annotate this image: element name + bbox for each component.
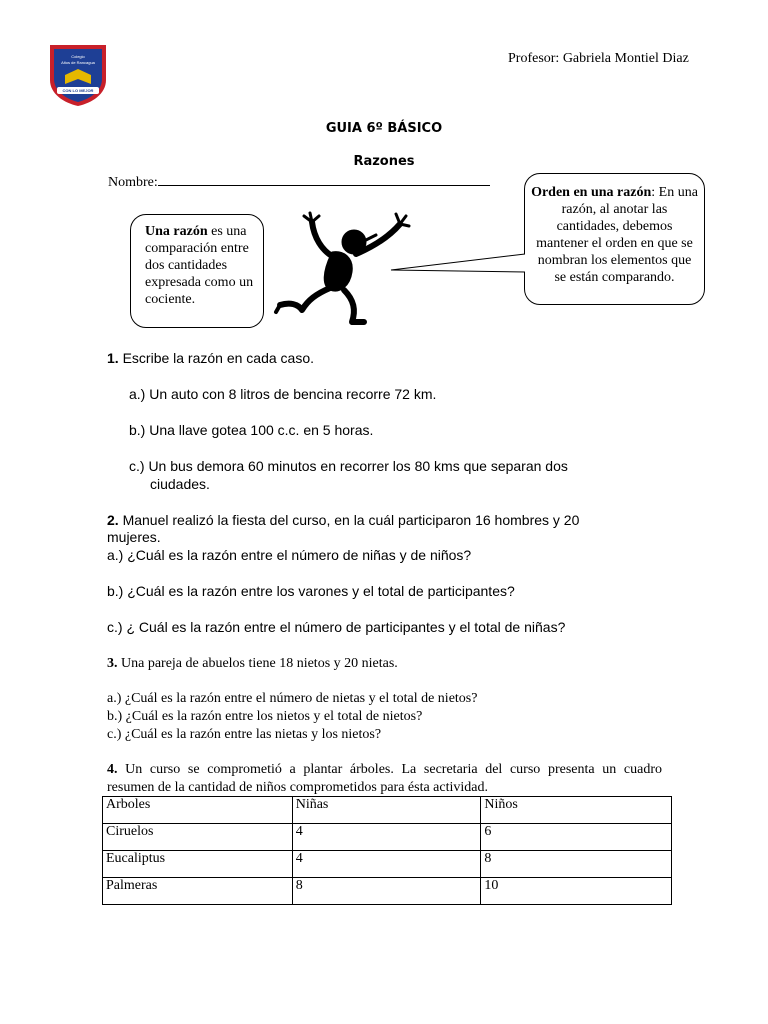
logo-top-text: Colegio <box>71 54 85 59</box>
q1-heading <box>107 350 314 367</box>
teacher-name: Profesor: Gabriela Montiel Diaz <box>508 51 689 66</box>
table-row <box>103 851 672 878</box>
table-header-row <box>103 797 672 824</box>
order-bubble <box>524 173 705 305</box>
table-header-cell: Arboles <box>103 797 293 824</box>
q2-text-cont: mujeres. <box>107 529 161 545</box>
q2-text: Manuel realizó la fiesta del curso, en la cuál participaron 16 hombres y 20 <box>118 512 580 528</box>
q2-item-c: c.) ¿ Cuál es la razón entre el número de participantes y el total de niñas? <box>107 619 566 635</box>
logo-ribbon-text: CON LO MEJOR <box>62 88 94 93</box>
q3-number: 3. <box>107 656 118 671</box>
table-row <box>103 824 672 851</box>
q1-item-b: b.) Una llave gotea 100 c.c. en 5 horas. <box>129 422 374 438</box>
order-bold: Orden en una razón <box>531 185 652 200</box>
page-subtitle: Razones <box>353 154 415 169</box>
table-cell: 6 <box>481 824 672 851</box>
school-crest-icon <box>47 42 109 108</box>
definition-bold: Una razón <box>145 224 208 239</box>
logo-mid-text: Altos de Rancagua <box>61 60 95 65</box>
table-cell: 8 <box>481 851 672 878</box>
table-cell: 8 <box>292 878 481 905</box>
q1-number: 1. <box>107 350 119 366</box>
q2-item-a: a.) ¿Cuál es la razón entre el número de niñas y de niños? <box>107 547 472 563</box>
q3-item-c: c.) ¿Cuál es la razón entre las nietas y los nietos? <box>107 727 382 742</box>
table-cell: 10 <box>481 878 672 905</box>
name-blank-line[interactable] <box>158 172 490 186</box>
q3-item-b: b.) ¿Cuál es la razón entre los nietos y el total de nietos? <box>107 709 423 724</box>
q1-item-c: c.) Un bus demora 60 minutos en recorrer los 80 kms que separan dos <box>129 458 568 474</box>
character-illustration <box>270 210 530 330</box>
trees-table <box>102 796 672 905</box>
table-cell: Eucaliptus <box>103 851 293 878</box>
definition-bubble <box>130 214 264 328</box>
q4-text-cont: resumen de la cantidad de niños comprometidos para ésta actividad. <box>107 780 488 795</box>
q1-text: Escribe la razón en cada caso. <box>118 350 315 366</box>
table-cell: Palmeras <box>103 878 293 905</box>
school-logo <box>47 42 109 108</box>
q1-item-a: a.) Un auto con 8 litros de bencina recorre 72 km. <box>129 386 437 402</box>
q4-heading <box>107 761 662 778</box>
q3-heading <box>107 655 398 672</box>
q2-number: 2. <box>107 512 119 528</box>
table-cell: Ciruelos <box>103 824 293 851</box>
q2-item-b: b.) ¿Cuál es la razón entre los varones y el total de participantes? <box>107 583 515 599</box>
table-cell: 4 <box>292 824 481 851</box>
dancing-figure-icon <box>276 213 409 322</box>
q3-item-a: a.) ¿Cuál es la razón entre el número de nietas y el total de nietos? <box>107 691 478 706</box>
definition-text: es una comparación entre dos cantidades expresada como un cociente. <box>145 224 254 307</box>
name-field[interactable] <box>108 172 490 191</box>
q4-text: Un curso se comprometió a plantar árboles. La secretaria del curso presenta un cuadro <box>117 762 662 777</box>
q2-heading <box>107 512 579 529</box>
order-text: : En una razón, al anotar las cantidades, debemos mantener el orden en que se nombran los elementos que se están comparando. <box>536 185 698 285</box>
table-row <box>103 878 672 905</box>
q4-number: 4. <box>107 762 118 777</box>
table-header-cell: Niños <box>481 797 672 824</box>
q3-text: Una pareja de abuelos tiene 18 nietos y 20 nietas. <box>117 656 398 671</box>
q1-item-c-cont: ciudades. <box>150 476 210 492</box>
name-label: Nombre: <box>108 175 158 190</box>
table-header-cell: Niñas <box>292 797 481 824</box>
table-cell: 4 <box>292 851 481 878</box>
page-title: GUIA 6º BÁSICO <box>325 121 443 136</box>
